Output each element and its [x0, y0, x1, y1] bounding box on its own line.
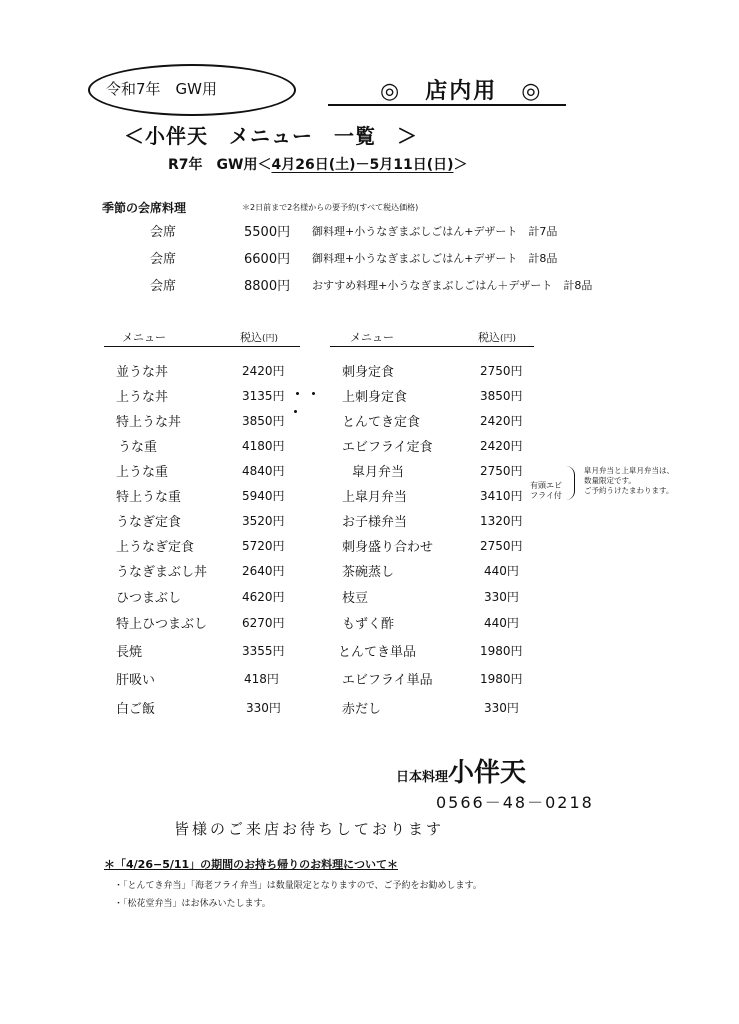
phone-number: 0566－48－0218 [436, 793, 594, 812]
menu-item-price: 330円 [246, 701, 281, 715]
menu-item-price: 4180円 [242, 439, 285, 453]
shop-name-block [396, 752, 526, 789]
menu-item-price: 440円 [484, 564, 519, 578]
limited-note-line: ご予約うけたまわります。 [584, 486, 674, 495]
menu-header-left-name: メニュー [122, 331, 166, 344]
menu-item-name: うなぎ定食 [116, 515, 182, 530]
shrimp-note-line: 有頭エビ [530, 481, 562, 490]
period-prefix: R7年 GW用＜ [168, 157, 272, 173]
menu-item-price: 3410円 [480, 489, 523, 503]
menu-item-name: 赤だし [342, 702, 382, 717]
menu-item-price: 440円 [484, 616, 519, 630]
menu-item-price: 2750円 [480, 464, 523, 478]
course-name: 会席 [150, 252, 177, 267]
menu-header-left-rule [104, 346, 300, 347]
menu-item-name: とんてき単品 [338, 645, 417, 660]
menu-item-price: 2420円 [480, 439, 523, 453]
menu-item-price: 1980円 [480, 644, 523, 658]
menu-item-price: 418円 [244, 672, 279, 686]
menu-item-name: 刺身盛り合わせ [342, 540, 434, 555]
kaiseki-title: 季節の会席料理 [102, 201, 187, 215]
left-price-label: 税込 [240, 331, 262, 344]
menu-item-name: 特上うな重 [116, 490, 182, 505]
menu-item-price: 3135円 [242, 389, 285, 403]
limited-note [584, 466, 674, 496]
menu-item-name: 上うな重 [116, 465, 169, 480]
store-label: ◎ 店内用 ◎ [380, 79, 543, 104]
menu-item-price: 330円 [484, 590, 519, 604]
menu-item-name: 長焼 [116, 645, 143, 660]
period-range: 4月26日(土)－5月11日(日) [271, 157, 454, 173]
limited-note-line: 数量限定です。 [584, 476, 636, 485]
menu-item-price: 2750円 [480, 539, 523, 553]
menu-item-name: 肝吸い [116, 673, 156, 688]
menu-item-price: 3850円 [480, 389, 523, 403]
takeout-note: ・「松花堂弁当」はお休みいたします。 [114, 899, 271, 909]
menu-item-price: 2750円 [480, 364, 523, 378]
menu-item-name: 並うな丼 [116, 365, 169, 380]
menu-item-name: 刺身定食 [342, 365, 395, 380]
menu-item-price: 2640円 [242, 564, 285, 578]
brace-mark [566, 466, 575, 500]
menu-item-price: 3850円 [242, 414, 285, 428]
menu-item-name: 茶碗蒸し [342, 565, 395, 580]
shrimp-note-line: フライ付 [530, 491, 562, 500]
course-desc: 御料理+小うなぎまぶしごはん+デザート 計7品 [312, 225, 558, 238]
menu-header-right-price [478, 329, 516, 345]
menu-item-name: エビフライ単品 [342, 673, 433, 688]
course-price: 5500円 [244, 225, 291, 240]
course-name: 会席 [150, 279, 177, 294]
period-line [168, 154, 468, 174]
course-name: 会席 [150, 225, 177, 240]
menu-item-name: 上うな丼 [116, 390, 169, 405]
menu-item-name: 枝豆 [342, 591, 369, 606]
scan-speck [296, 392, 299, 395]
menu-item-price: 1320円 [480, 514, 523, 528]
menu-item-name: お子様弁当 [342, 515, 408, 530]
menu-item-name: 上うなぎ定食 [116, 540, 195, 555]
right-price-label: 税込 [478, 331, 500, 344]
menu-item-price: 4840円 [242, 464, 285, 478]
menu-item-name: 上刺身定食 [342, 390, 408, 405]
menu-item-name: うな重 [118, 440, 158, 455]
menu-header-right-name: メニュー [350, 331, 394, 344]
scan-speck [294, 410, 297, 413]
menu-item-price: 6270円 [242, 616, 285, 630]
menu-item-price: 3520円 [242, 514, 285, 528]
scan-speck [312, 392, 315, 395]
menu-item-name: うなぎまぶし丼 [116, 565, 208, 580]
menu-item-price: 5720円 [242, 539, 285, 553]
menu-item-name: とんてき定食 [342, 415, 421, 430]
menu-header-left-price [240, 329, 278, 345]
takeout-note: ・「とんてき弁当」「海老フライ弁当」は数量限定となりますので、ご予約をお勧めします。 [114, 881, 482, 891]
kaiseki-note: ＊2日前まで2名様からの要予約(すべて税込価格) [242, 203, 419, 212]
course-desc: 御料理+小うなぎまぶしごはん+デザート 計8品 [312, 252, 558, 265]
menu-item-name: 特上うな丼 [116, 415, 182, 430]
menu-header-right-rule [330, 346, 534, 347]
menu-item-price: 1980円 [480, 672, 523, 686]
page-title: ＜小伴天 メニュー 一覧 ＞ [124, 124, 418, 148]
course-price: 8800円 [244, 279, 291, 294]
menu-item-name: ひつまぶし [116, 591, 182, 606]
welcome-message: 皆様のご来店お待ちしております [174, 820, 445, 838]
period-suffix: ＞ [453, 157, 468, 173]
menu-item-price: 3355円 [242, 644, 285, 658]
menu-item-name: 上皐月弁当 [342, 490, 408, 505]
course-price: 6600円 [244, 252, 291, 267]
menu-item-price: 5940円 [242, 489, 285, 503]
left-price-unit: (円) [262, 334, 279, 344]
season-label: 令和7年 GW用 [106, 80, 217, 98]
menu-item-name: 特上ひつまぶし [116, 617, 208, 632]
menu-item-name: もずく酢 [342, 617, 395, 632]
menu-item-price: 2420円 [242, 364, 285, 378]
limited-note-line: 皐月弁当と上皐月弁当は、 [584, 466, 674, 475]
menu-item-price: 4620円 [242, 590, 285, 604]
menu-item-name: 白ご飯 [116, 702, 156, 717]
shop-prefix: 日本料理 [396, 770, 449, 785]
menu-item-name: 皐月弁当 [352, 465, 405, 480]
shrimp-note-label [530, 481, 562, 501]
takeout-notes-title: ＊「4/26−5/11」の期間のお持ち帰りのお料理について＊ [104, 858, 398, 871]
right-price-unit: (円) [500, 334, 517, 344]
course-desc: おすすめ料理+小うなぎまぶしごはん＋デザート 計8品 [312, 279, 593, 292]
shop-name: 小伴天 [448, 758, 527, 788]
menu-item-price: 330円 [484, 701, 519, 715]
menu-item-name: エビフライ定食 [342, 440, 433, 455]
menu-item-price: 2420円 [480, 414, 523, 428]
